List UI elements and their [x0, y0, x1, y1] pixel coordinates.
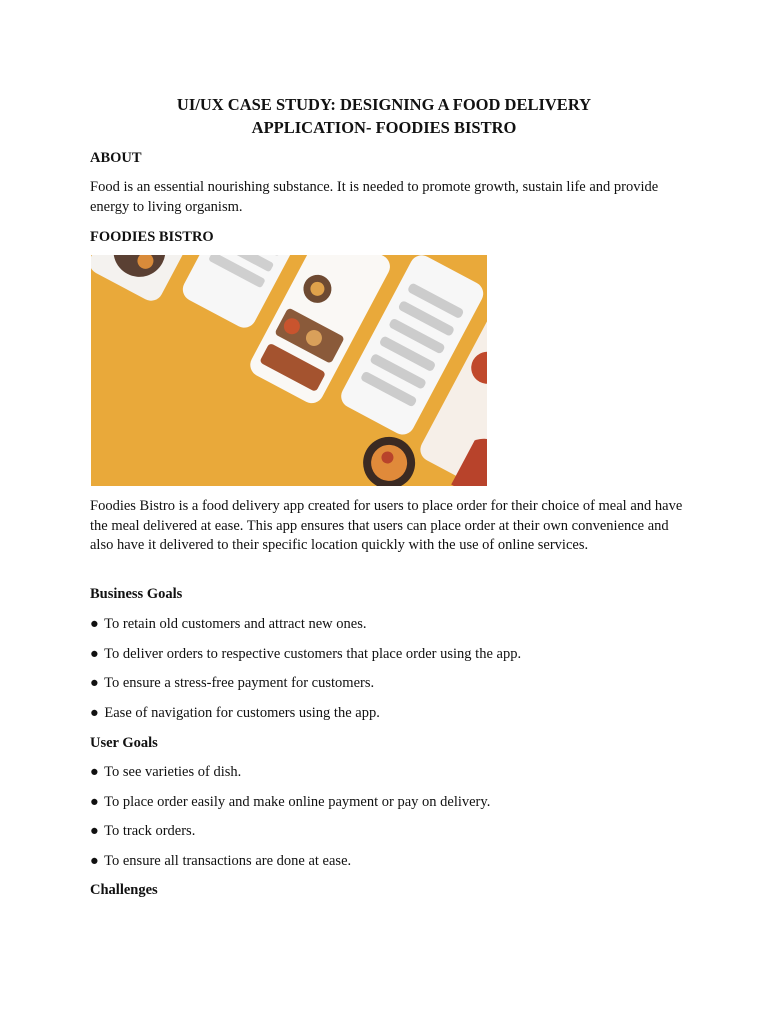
about-heading: ABOUT — [90, 150, 142, 166]
bullet-icon: ● — [90, 616, 99, 632]
about-text: Food is an essential nourishing substance. It is needed to promote growth, sustain life and provide energy to living organism. — [90, 179, 659, 215]
business-goals-heading: Business Goals — [90, 586, 183, 602]
user-goal-item: ● To track orders. — [90, 823, 196, 839]
business-goal-item: ● To deliver orders to respective customers that place order using the app. — [90, 646, 522, 662]
business-goal-item: ● Ease of navigation for customers using the app. — [90, 705, 380, 721]
user-goal-item: ● To place order easily and make online payment or pay on delivery. — [90, 794, 491, 810]
app-mockup-image — [91, 255, 487, 486]
bullet-icon: ● — [90, 705, 99, 721]
business-goal-item: ● To ensure a stress-free payment for customers. — [90, 675, 375, 691]
foodies-heading: FOODIES BISTRO — [90, 229, 214, 245]
bullet-icon: ● — [90, 853, 99, 869]
bullet-icon: ● — [90, 764, 99, 780]
bullet-icon: ● — [90, 675, 99, 691]
title-line-1: UI/UX CASE STUDY: DESIGNING A FOOD DELIVERY — [176, 95, 592, 114]
challenges-heading: Challenges — [90, 882, 158, 898]
document-title — [90, 93, 678, 139]
user-goal-item: ● To see varieties of dish. — [90, 764, 242, 780]
user-goal-item: ● To ensure all transactions are done at ease. — [90, 853, 352, 869]
foodies-description: Foodies Bistro is a food delivery app created for users to place order for their choice of meal and have the meal delivered at ease. This app ensures that users can place order at their own convenience and also have it delivered to their specific location quickly with the use of online services. — [90, 498, 683, 553]
user-goals-heading: User Goals — [90, 735, 158, 751]
bullet-icon: ● — [90, 823, 99, 839]
bullet-icon: ● — [90, 794, 99, 810]
title-line-2: APPLICATION- FOODIES BISTRO — [251, 118, 517, 137]
bullet-icon: ● — [90, 646, 99, 662]
business-goal-item: ● To retain old customers and attract new ones. — [90, 616, 367, 632]
